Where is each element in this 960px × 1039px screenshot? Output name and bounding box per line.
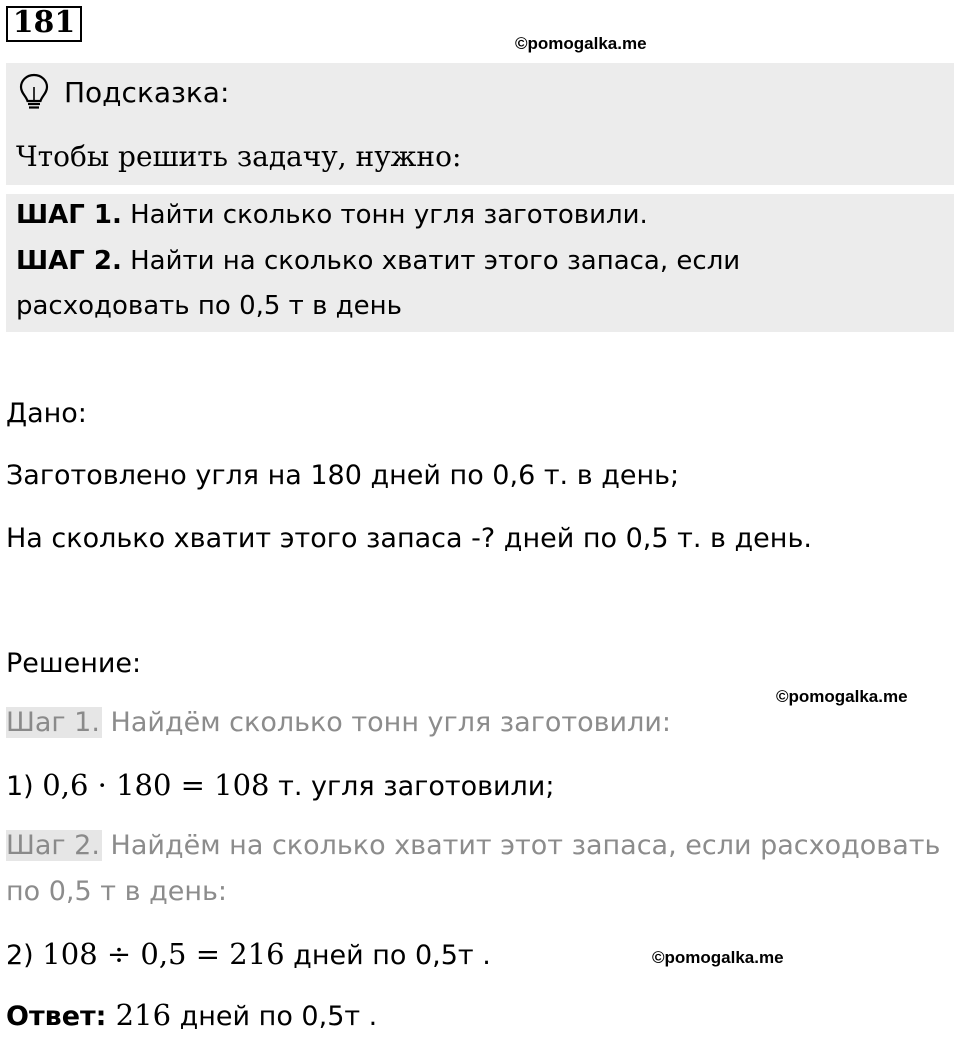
hint-title: Подсказка:: [64, 76, 230, 109]
watermark: ©pomogalka.me: [652, 948, 784, 967]
hint-step-2: ШАГ 2. Найти на сколько хватит этого запаса, если: [16, 246, 741, 276]
lightbulb-icon: [18, 72, 50, 116]
answer: Ответ: 216 дней по 0,5т .: [6, 998, 378, 1032]
watermark: ©pomogalka.me: [515, 34, 647, 53]
solution-step-2-cont: по 0,5 т в день:: [6, 876, 228, 907]
solution-step-1: Шаг 1. Найдём сколько тонн угля заготовили:: [6, 707, 672, 738]
solution-step-2: Шаг 2. Найдём на сколько хватит этот запаса, если расходовать: [6, 830, 941, 861]
hint-intro: Чтобы решить задачу, нужно:: [16, 140, 462, 173]
task-number: 181: [6, 6, 82, 42]
solution-heading: Решение:: [6, 648, 142, 679]
given-line-2: На сколько хватит этого запаса -? дней по 0,5 т. в день.: [6, 523, 812, 554]
calc-2-expr: 108 ÷ 0,5 = 216: [42, 937, 285, 971]
hint-step-2-cont: расходовать по 0,5 т в день: [16, 291, 402, 321]
hint-step-1: ШАГ 1. Найти сколько тонн угля заготовили.: [16, 200, 648, 230]
given-heading: Дано:: [6, 398, 87, 429]
watermark: ©pomogalka.me: [776, 687, 908, 706]
given-line-1: Заготовлено угля на 180 дней по 0,6 т. в день;: [6, 460, 680, 491]
calc-1: 1) 0,6 · 180 = 108 т. угля заготовили;: [6, 768, 555, 802]
calc-2: 2) 108 ÷ 0,5 = 216 дней по 0,5т .: [6, 937, 491, 971]
calc-1-expr: 0,6 · 180 = 108: [42, 768, 270, 802]
